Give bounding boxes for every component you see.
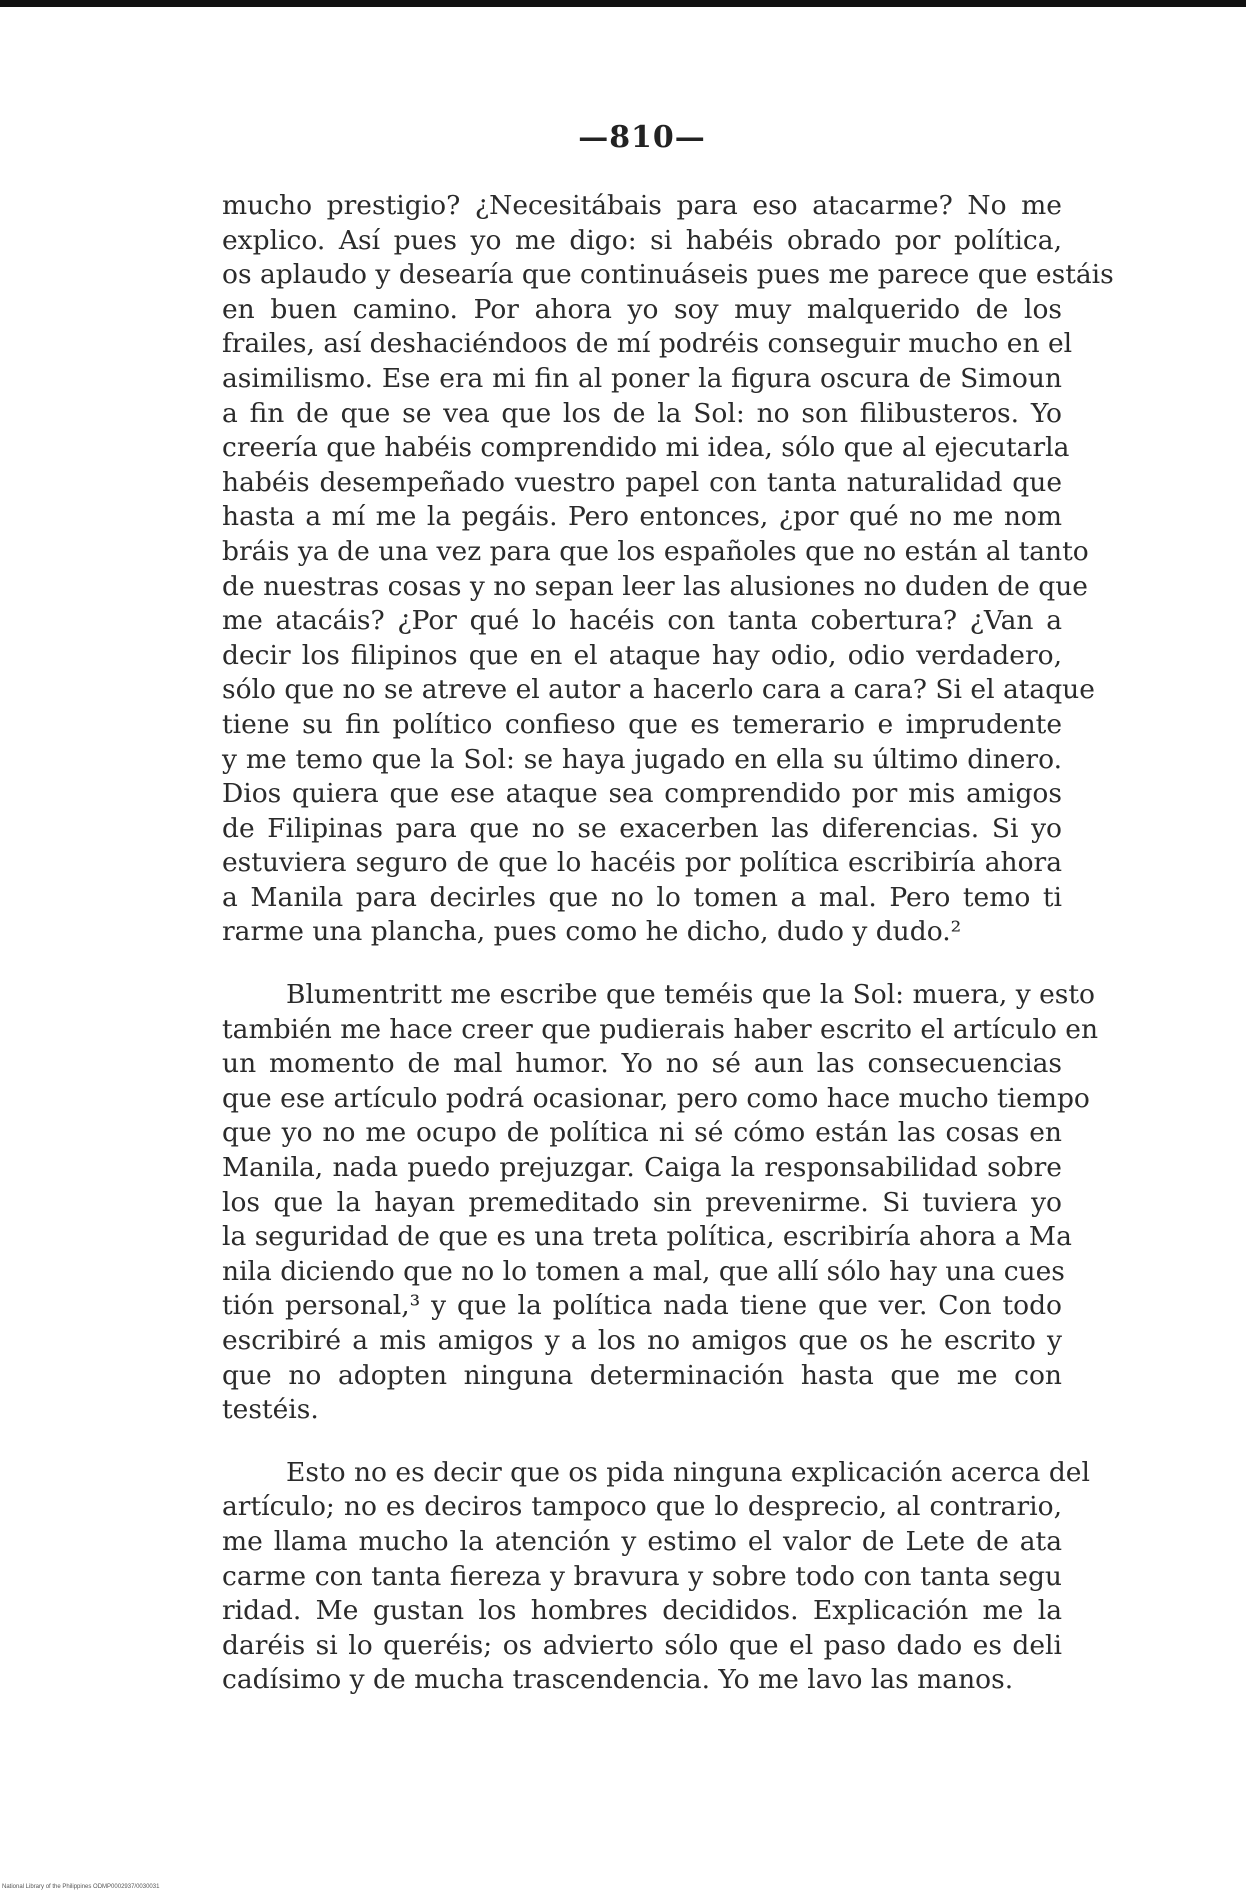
text-line: que ese artículo podrá ocasionar, pero como hace mucho tiempo [222,1082,1090,1114]
text-line: escribiré a mis amigos y a los no amigos que os he escrito y [222,1325,1062,1356]
text-line: y me temo que la Sol: se haya jugado en ella su último dinero. [222,743,1062,775]
text-line: tión personal,³ y que la política nada tiene que ver. Con todo [222,1290,1062,1322]
page-number: —810— [578,120,706,155]
text-line: sólo que no se atreve el autor a hacerlo cara a cara? Si el ataque [222,674,1095,706]
text-line: en buen camino. Por ahora yo soy muy malquerido de los [222,293,1062,325]
text-line: Blumentritt me escribe que teméis que la Sol: muera, y esto [286,979,1096,1011]
text-line: un momento de mal humor. Yo no sé aun las consecuencias [222,1048,1062,1080]
text-line: de Filipinas para que no se exacerben las diferencias. Si yo [222,812,1062,844]
scan-footer: National Library of the Philippines ODMP0002937/0030031 [2,1884,160,1890]
text-line: mucho prestigio? ¿Necesitábais para eso atacarme? No me [222,190,1062,221]
document-page [222,120,1114,1726]
text-line: a Manila para decirles que no lo tomen a mal. Pero temo ti [222,881,1062,913]
text-line: habéis desempeñado vuestro papel con tanta naturalidad que [222,466,1062,498]
text-line: los que la hayan premeditado sin prevenirme. Si tuviera yo [222,1186,1062,1218]
text-line: de nuestras cosas y no sepan leer las alusiones no duden de que [222,570,1088,602]
text-line: ridad. Me gustan los hombres decididos. Explicación me la [222,1595,1062,1627]
text-line: decir los filipinos que en el ataque hay odio, odio verdadero, [222,639,1062,671]
text-line: asimilismo. Ese era mi fin al poner la figura oscura de Simoun [222,362,1062,394]
text-line: me llama mucho la atención y estimo el valor de Lete de ata [222,1525,1062,1557]
text-line: que yo no me ocupo de política ni sé cómo están las cosas en [222,1117,1062,1149]
text-line: cadísimo y de mucha trascendencia. Yo me lavo las manos. [222,1664,1014,1696]
text-line: creería que habéis comprendido mi idea, sólo que al ejecutarla [222,432,1070,464]
text-line: frailes, así deshaciéndoos de mí podréis conseguir mucho en el [222,328,1073,360]
text-line: Manila, nada puedo prejuzgar. Caiga la responsabilidad sobre [222,1152,1062,1184]
text-line: estuviera seguro de que lo hacéis por política escribiría ahora [222,847,1062,879]
paragraph-2 [222,978,1099,1428]
text-line: artículo; no es deciros tampoco que lo desprecio, al contrario, [222,1491,1062,1523]
text-line: también me hace creer que pudierais haber escrito el artículo en [222,1013,1099,1045]
text-line: hasta a mí me la pegáis. Pero entonces, ¿por qué no me nom [222,501,1062,533]
text-line: explico. Así pues yo me digo: si habéis obrado por política, [222,224,1062,256]
text-line: rarme una plancha, pues como he dicho, dudo y dudo.² [222,916,962,948]
text-line: a fin de que se vea que los de la Sol: no son filibusteros. Yo [222,397,1062,429]
text-line: nila diciendo que no lo tomen a mal, que allí sólo hay una cues [222,1255,1065,1287]
text-line: os aplaudo y desearía que continuáseis pues me parece que estáis [222,259,1114,291]
text-line: daréis si lo queréis; os advierto sólo que el paso dado es deli [222,1629,1062,1661]
text-line: testéis. [222,1394,319,1426]
text-line: bráis ya de una vez para que los españoles que no están al tanto [222,535,1089,567]
text-line: tiene su fin político confieso que es temerario e imprudente [222,708,1062,740]
text-line: que no adopten ninguna determinación hasta que me con [222,1359,1062,1391]
text-line: Dios quiera que ese ataque sea comprendido por mis amigos [222,778,1062,810]
text-line: carme con tanta fiereza y bravura y sobre todo con tanta segu [222,1560,1062,1592]
text-line: me atacáis? ¿Por qué lo hacéis con tanta cobertura? ¿Van a [222,605,1062,637]
text-line: Esto no es decir que os pida ninguna explicación acerca del [286,1456,1090,1488]
text-line: la seguridad de que es una treta política, escribiría ahora a Ma [222,1221,1072,1253]
top-scan-border [0,0,1246,7]
paragraph-1 [222,189,1114,950]
paragraph-3 [222,1456,1090,1698]
